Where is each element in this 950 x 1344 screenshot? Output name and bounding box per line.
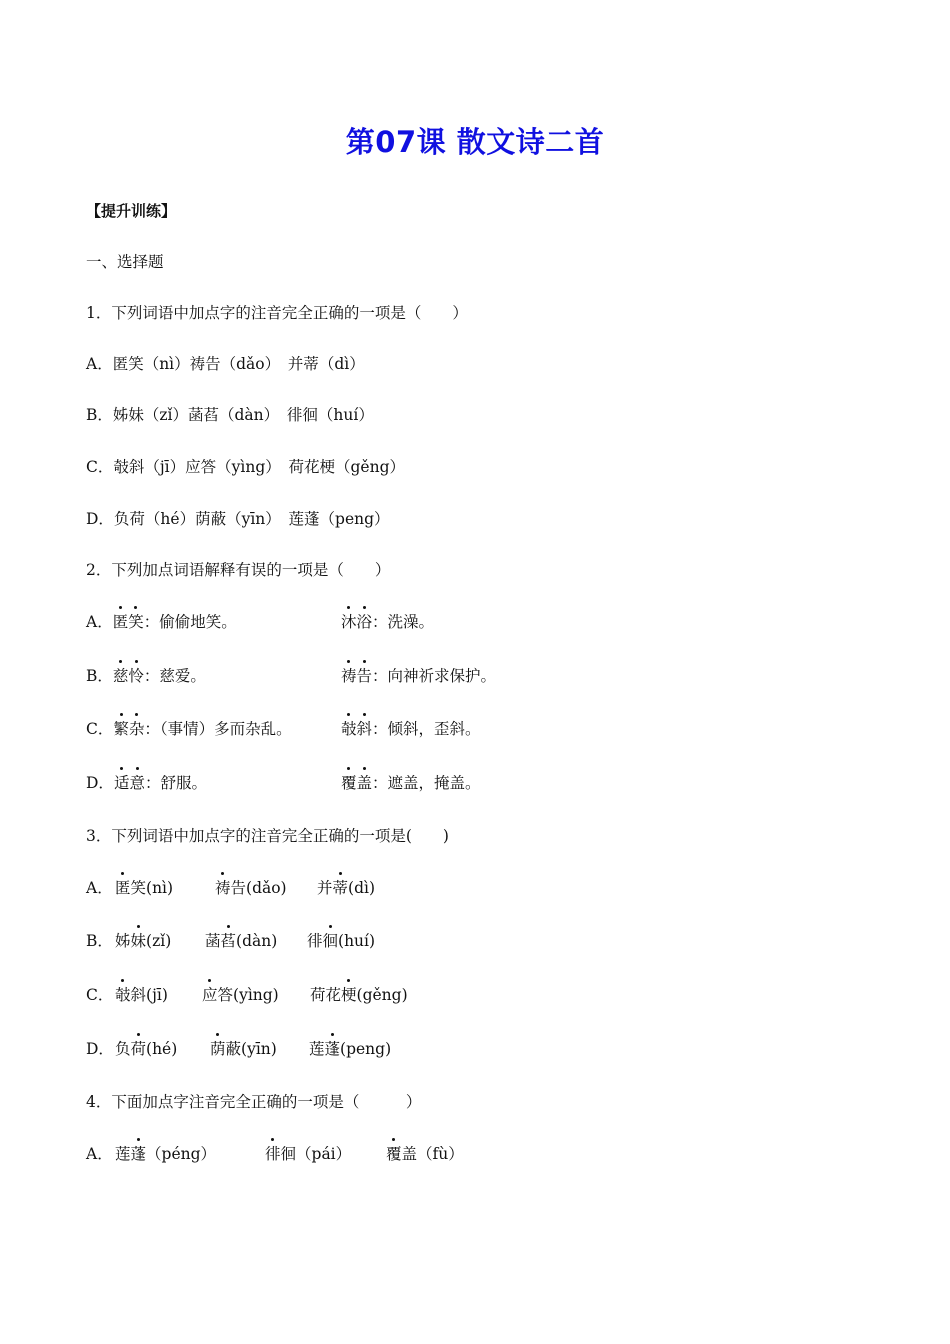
definition: ：慈爱。 <box>143 667 206 685</box>
definition: ：向神祈求保护。 <box>372 667 497 685</box>
option-label: A． <box>86 613 113 631</box>
q3-option-d-item-2: 荫蔽(yīn) <box>210 1040 277 1058</box>
q3-option-d-item-3: 莲蓬(peng) <box>309 1040 392 1058</box>
definition: ：洗澡。 <box>372 613 435 631</box>
q3-option-a-item-1: 匿笑(nì) <box>115 879 174 897</box>
q2-option-b-second <box>341 665 496 687</box>
q2-option-c-second <box>341 718 481 740</box>
q2-stem: 2．下列加点词语解释有误的一项是（ ） <box>86 561 391 579</box>
definition: ：遮盖，掩盖。 <box>372 774 481 792</box>
q3-option-b-item-3: 徘徊(huí) <box>307 932 376 950</box>
q1-stem: 1．下列词语中加点字的注音完全正确的一项是（ ） <box>86 304 468 322</box>
q1-option-c: C．攲斜（jī）应答（yìng） 荷花梗（gěng） <box>86 458 405 476</box>
dotted-word: 祷告 <box>341 667 373 685</box>
option-label: D． <box>86 774 114 792</box>
q2-option-d-second <box>341 772 481 794</box>
q4-stem: 4．下面加点字注音完全正确的一项是（ ） <box>86 1093 422 1111</box>
q3-option-c-label: C． <box>86 986 114 1004</box>
page-title: 第07课 散文诗二首 <box>345 125 605 159</box>
dotted-word: 匿笑 <box>112 613 144 631</box>
q2-option-c <box>86 718 292 740</box>
q3-option-d-item-1: 负荷(hé) <box>115 1040 178 1058</box>
q2-option-d <box>86 772 207 794</box>
q3-option-b-item-1: 姊妹(zǐ) <box>115 932 172 950</box>
definition: ：倾斜，歪斜。 <box>372 720 481 738</box>
q4-option-a-item-1: 莲蓬（péng） <box>115 1145 217 1163</box>
section-tag: 【提升训练】 <box>86 202 177 220</box>
q3-option-b-item-2: 菡萏(dàn) <box>205 932 278 950</box>
q4-option-a-item-2: 徘徊（pái） <box>265 1145 352 1163</box>
q1-option-b: B．姊妹（zǐ）菡萏（dàn） 徘徊（huí） <box>86 406 374 424</box>
q2-option-a-second <box>341 611 434 633</box>
dotted-word: 适意 <box>113 774 145 792</box>
q3-option-c-item-3: 荷花梗(gěng) <box>310 986 408 1004</box>
q1-option-a: A．匿笑（nì）祷告（dǎo） 并蒂（dì） <box>86 355 365 373</box>
dotted-word: 覆盖 <box>341 774 373 792</box>
q1-option-d: D．负荷（hé）荫蔽（yīn） 莲蓬（peng） <box>86 510 390 528</box>
q2-option-a <box>86 611 237 633</box>
dotted-word: 沐浴 <box>341 613 373 631</box>
q3-option-c-item-2: 应答(yìng) <box>202 986 279 1004</box>
option-label: C． <box>86 720 114 738</box>
q3-option-a-label: A． <box>86 879 113 897</box>
q4-option-a-item-3: 覆盖（fù） <box>386 1145 464 1163</box>
q3-stem: 3．下列词语中加点字的注音完全正确的一项是( ) <box>86 827 449 845</box>
option-label: B． <box>86 667 113 685</box>
q3-option-a-item-2: 祷告(dǎo) <box>215 879 287 897</box>
definition: ：舒服。 <box>144 774 207 792</box>
q3-option-c-item-1: 攲斜(jī) <box>115 986 168 1004</box>
q4-option-a-label: A． <box>86 1145 113 1163</box>
q3-option-a-item-3: 并蒂(dì) <box>317 879 376 897</box>
dotted-word: 攲斜 <box>341 720 373 738</box>
q3-option-b-label: B． <box>86 932 113 950</box>
q2-option-b <box>86 665 206 687</box>
dotted-word: 慈怜 <box>112 667 144 685</box>
dotted-word: 繁杂 <box>113 720 145 738</box>
q3-option-d-label: D． <box>86 1040 114 1058</box>
definition: ：（事情）多而杂乱。 <box>144 720 292 738</box>
definition: ：偷偷地笑。 <box>143 613 237 631</box>
section-heading: 一、选择题 <box>86 253 164 271</box>
